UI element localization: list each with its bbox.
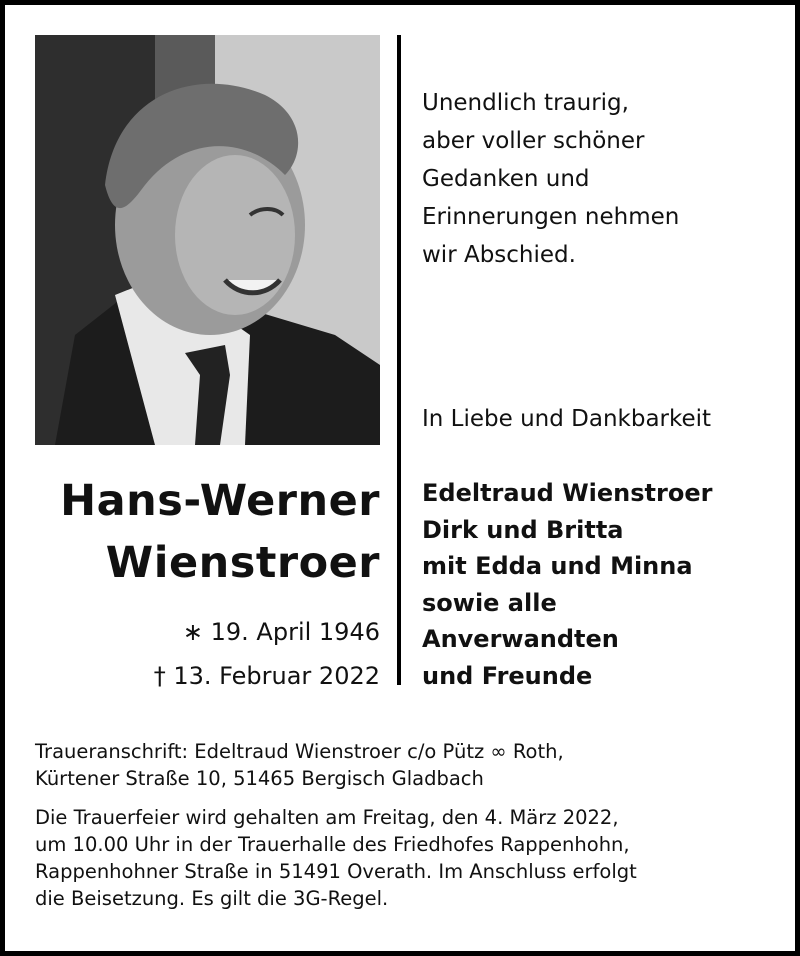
portrait-photo	[35, 35, 380, 445]
mourner-line: Dirk und Britta	[422, 515, 624, 544]
mourner-line: und Freunde	[422, 661, 593, 690]
gratitude-line: In Liebe und Dankbarkeit	[422, 406, 712, 432]
mourners-list	[422, 475, 712, 694]
farewell-quote	[422, 84, 782, 274]
mourner-line: Edeltraud Wienstroer	[422, 479, 713, 507]
ceremony-line: Rappenhohner Straße in 51491 Overath. Im Anschluss erfolgt	[35, 860, 637, 883]
deceased-last-name: Wienstroer	[105, 538, 380, 588]
ceremony-line: Die Trauerfeier wird gehalten am Freitag, den 4. März 2022,	[35, 806, 619, 829]
quote-line: Erinnerungen nehmen	[422, 204, 680, 230]
address-line: Traueranschrift: Edeltraud Wienstroer c/o Pütz ∞ Roth,	[35, 740, 564, 763]
ceremony-line: um 10.00 Uhr in der Trauerhalle des Friedhofes Rappenhohn,	[35, 833, 630, 856]
quote-line: aber voller schöner	[422, 128, 645, 154]
quote-line: Gedanken und	[422, 166, 590, 192]
death-date: † 13. Februar 2022	[153, 662, 380, 690]
quote-line: wir Abschied.	[422, 242, 576, 268]
mourner-line: mit Edda und Minna	[422, 552, 693, 580]
quote-line: Unendlich traurig,	[422, 90, 629, 116]
address-line: Kürtener Straße 10, 51465 Bergisch Gladbach	[35, 767, 484, 790]
birth-date: ∗ 19. April 1946	[182, 618, 380, 646]
life-dates	[154, 610, 380, 698]
mourner-line: Anverwandten	[422, 625, 619, 653]
mourner-line: sowie alle	[422, 588, 557, 617]
deceased-first-name: Hans-Werner	[60, 476, 380, 526]
portrait-illustration	[35, 35, 380, 445]
deceased-name	[60, 470, 380, 594]
vertical-divider	[397, 35, 401, 685]
footer-info	[35, 738, 765, 912]
ceremony-line: die Beisetzung. Es gilt die 3G-Regel.	[35, 887, 389, 910]
